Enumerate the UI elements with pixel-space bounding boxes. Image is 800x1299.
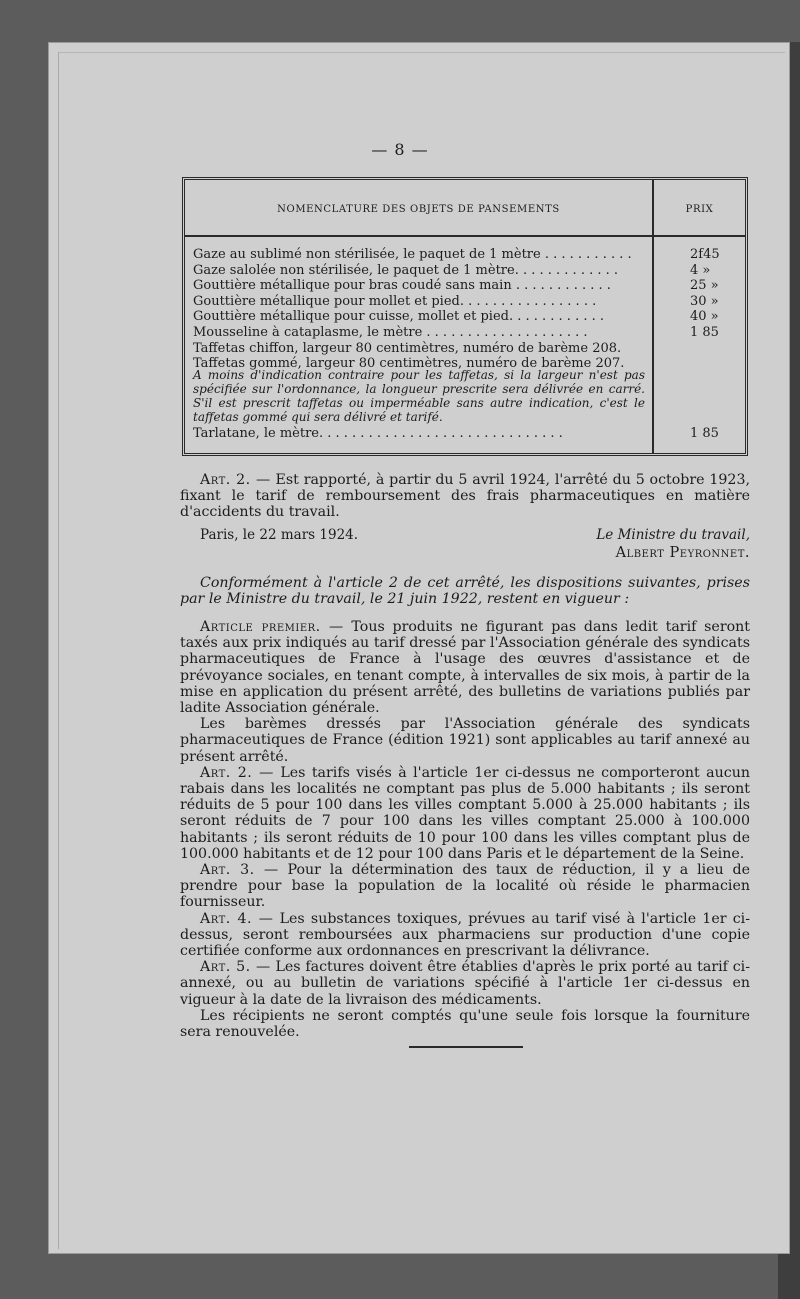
place-date: Paris, le 22 mars 1924.: [200, 526, 359, 543]
article-paragraph: [180, 1008, 750, 1040]
table-row: Gouttière métallique pour bras coudé sans main . . . . . . . . . . . .: [193, 278, 611, 294]
article-paragraph: [180, 862, 750, 911]
table-row-tarlatane: Tarlatane, le mètre. . . . . . . . . . . . . . . . . . . . . . . . . . . . . .: [193, 426, 563, 441]
document-body: [180, 472, 750, 1040]
table-item-list: [193, 247, 648, 372]
table-row: Mousseline à cataplasme, le mètre . . . . . . . . . . . . . . . . . . . .: [193, 324, 588, 340]
page-number: — 8 —: [371, 140, 429, 159]
article-label: Art. 2. —: [200, 764, 274, 781]
table-row: Gaze salolée non stérilisée, le paquet de 1 mètre. . . . . . . . . . . . .: [193, 262, 619, 278]
table-price: 40 »: [690, 309, 719, 325]
conformement-paragraph: Conformément à l'article 2 de cet arrêté, les dispositions suivantes, prises par le Ministre du travail, le 21 juin 1922, restent en vigueur :: [180, 574, 750, 607]
signatory-title: Le Ministre du travail,: [596, 526, 750, 543]
article-label: Art. 3. —: [200, 862, 279, 879]
signature-block: [180, 527, 750, 563]
table-price: 4 »: [690, 262, 711, 278]
article-text: Les barèmes dressés par l'Association générale des syndicats pharmaceutiques de France (édition 1921) sont applicables au tarif annexé au présent arrêté.: [180, 716, 750, 765]
article-paragraph: [180, 716, 750, 765]
table-header-rule: [185, 235, 745, 237]
pricing-table: [182, 177, 748, 456]
article-paragraph: [180, 911, 750, 960]
table-row: Taffetas chiffon, largeur 80 centimètres, numéro de barème 208.: [193, 340, 622, 356]
table-price: 2f45: [690, 247, 720, 262]
table-header-price: PRIX: [685, 204, 714, 215]
table-row: Gaze au sublimé non stérilisée, le paquet de 1 mètre . . . . . . . . . . .: [193, 247, 632, 262]
article-text: Pour la détermination des taux de réduction, il y a lieu de prendre pour base la population de la localité où réside le pharmacien fournisseur.: [180, 862, 750, 911]
article-label: Article premier. —: [200, 619, 344, 636]
table-row: Taffetas gommé, largeur 80 centimètres, numéro de barème 207.: [193, 356, 625, 372]
article-text: Les tarifs visés à l'article 1er ci-dessus ne comporteront aucun rabais dans les localités ne comptant pas plus de 5.000 habitants ; ils seront réduits de 5 pour 100 dans les villes comptant 5.000 à 25.000 habitants ; ils seront réduits de 7 pour 100 dans les villes comptant 25.000 à 100.000 habitants ; ils seront réduits de 10 pour 100 dans les villes comptant plus de 100.000 habitants et de 12 pour 100 dans Paris et le département de la Seine.: [180, 764, 750, 862]
table-row: Gouttière métallique pour mollet et pied. . . . . . . . . . . . . . . . .: [193, 293, 597, 309]
article-text: Les substances toxiques, prévues au tarif visé à l'article 1er ci-dessus, seront remboursées aux pharmaciens sur production d'une copie certifiée conforme aux ordonnances en prescrivant la délivrance.: [180, 910, 750, 960]
table-price-list: [654, 247, 745, 341]
article-text: Est rapporté, à partir du 5 avril 1924, l'arrêté du 5 octobre 1923, fixant le tarif de remboursement des frais pharmaceutiques en matière d'accidents du travail.: [180, 472, 750, 521]
signatory-name: Albert Peyronnet.: [615, 544, 750, 561]
article-paragraph: [180, 619, 750, 716]
article-label: Art. 2. —: [200, 472, 271, 488]
article-paragraph: [180, 765, 750, 862]
article-text: Les factures doivent être établies d'après le prix porté au tarif ci-annexé, ou au bulletin de variations spécifié à l'article 1er ci-dessus en vigueur à la date de la livraison des médicaments.: [180, 959, 750, 1008]
article-paragraph: [180, 959, 750, 1008]
table-price-tarlatane: 1 85: [690, 426, 719, 441]
article-text: Les récipients ne seront comptés qu'une seule fois lorsque la fourniture sera renouvelée.: [180, 1007, 750, 1041]
article-2-paragraph: [180, 472, 750, 521]
table-price: 25 »: [690, 278, 719, 294]
end-rule: [409, 1046, 523, 1048]
taffetas-note: A moins d'indication contraire pour les taffetas, si la largeur n'est pas spécifiée sur l'ordonnance, la longueur prescrite sera délivrée en carré. S'il est prescrit taffetas ou imperméable sans autre indication, c'est le taffetas gommé qui sera délivré et tarifé.: [193, 368, 645, 424]
article-text: Tous produits ne figurant pas dans ledit tarif seront taxés aux prix indiqués au tarif dressé par l'Association générale des syndicats pharmaceutiques de France à l'usage des œuvres d'assistance et de prévoyance sociales, en tenant compte, à intervalles de six mois, à partir de la mise en application du présent arrêté, des bulletins de variations publiés par ladite Association générale.: [180, 619, 750, 717]
table-price: 1 85: [690, 324, 719, 340]
article-label: Art. 5. —: [200, 959, 271, 976]
table-row: Gouttière métallique pour cuisse, mollet et pied. . . . . . . . . . . .: [193, 309, 604, 325]
table-price: 30 »: [690, 293, 719, 309]
table-header-nomenclature: NOMENCLATURE DES OBJETS DE PANSEMENTS: [277, 204, 560, 215]
article-label: Art. 4. —: [200, 910, 274, 927]
